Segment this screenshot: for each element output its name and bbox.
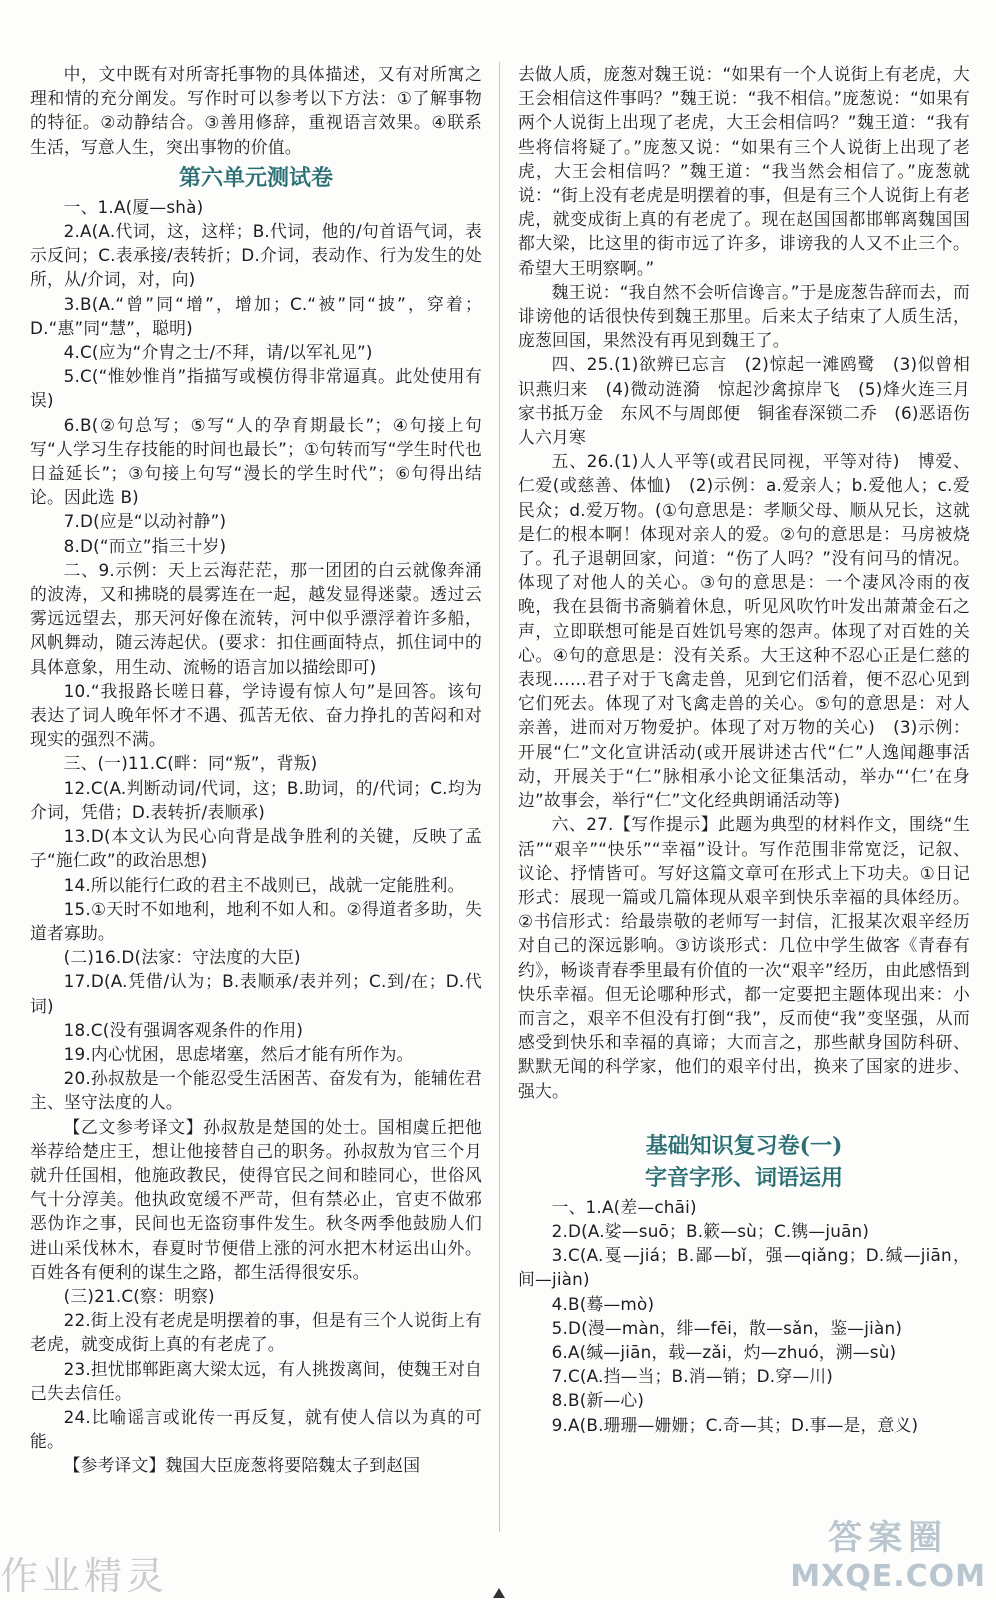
watermark-logo: [790, 1510, 986, 1594]
answer-item: 5.C(“惟妙惟肖”指描写或模仿得非常逼真。此处使用有误): [30, 366, 482, 411]
intro-paragraph: 中，文中既有对所寄托事物的具体描述，又有对所寓之理和情的充分阐发。写作时可以参考以下方法：①了解事物的特征。②动静结合。③善用修辞，重视语言效果。④联系生活，写意人生，突出事物的价值。: [30, 64, 482, 157]
answer-item: 一、1.A(差—chāi): [551, 1196, 697, 1217]
right-column: [518, 62, 987, 1437]
answer-item: 3.B(A.“曾”同“增”，增加；C.“被”同“披”，穿着；D.“惠”同“慧”，聪明): [30, 293, 482, 338]
answer-item: 6.B(②句总写；⑤写“人的孕育期最长”；④句接上句写“人学习生存技能的时间也最长”；①句转而写“学生时代也日益延长”；③句接上句写“漫长的学生时代”；⑥句得出结论。因此选 B): [30, 414, 482, 508]
answer-item: 5.D(漫—màn，绯—fēi，散—sǎn，鉴—jiàn): [551, 1317, 903, 1338]
answer-item: 12.C(A.判断动词/代词，这；B.助词，的/代词；C.均为介词，凭借；D.表转折/表顺承): [30, 777, 482, 822]
answer-item: 魏王说：“我自然不会听信谗言。”于是庞葱告辞而去，而诽谤他的话很快传到魏王那里。后来太子结束了人质生活，庞葱回国，果然没有再见到魏王了。: [518, 281, 970, 351]
answer-item: 去做人质，庞葱对魏王说：“如果有一个人说街上有老虎，大王会相信这件事吗？”魏王说：“我不相信。”庞葱说：“如果有两个人说街上出现了老虎，大王会相信吗？”魏王道：“我有些将信将疑了。”庞葱又说：“如果有三个人说街上出现了老虎，大王会相信吗？”魏王道：“我当然会相信了。”庞葱就说：“街上没有老虎是明摆着的事，但是有三个人说街上有老虎，就变成街上真的有老虎了。现在赵国国都邯郸离魏国国都大梁，比这里的街市远了许多，诽谤我的人又不止三个。希望大王明察啊。”: [518, 64, 970, 278]
column-divider: [499, 62, 500, 1532]
answer-item: 20.孙叔敖是一个能忍受生活困苦、奋发有为，能辅佐君主、坚守法度的人。: [30, 1068, 482, 1113]
answer-item: 8.D(“而立”指三十岁): [63, 535, 227, 556]
answer-item: 三、(一)11.C(畔：同“叛”，背叛): [63, 753, 318, 774]
answer-item: 9.A(B.珊珊—姗姗；C.奇—其；D.事—是，意义): [551, 1414, 919, 1435]
section-title-review: 基础知识复习卷(一): [645, 1132, 843, 1159]
answer-item: 7.C(A.挡—当；B.消—销；D.穿—川): [551, 1366, 834, 1387]
answer-item: 15.①天时不如地利，地利不如人和。②得道者多助，失道者寡助。: [30, 898, 482, 943]
section-title-unit6: 第六单元测试卷: [178, 164, 333, 191]
answer-item: 22.街上没有老虎是明摆着的事，但是有三个人说街上有老虎，就变成街上真的有老虎了。: [30, 1310, 482, 1355]
answer-item: 14.所以能行仁政的君主不战则已，战就一定能胜利。: [63, 874, 465, 895]
answer-item: 【参考译文】魏国大臣庞葱将要陪魏太子到赵国: [63, 1455, 421, 1476]
answer-item: (三)21.C(察：明察): [63, 1285, 215, 1306]
answer-item: 2.D(A.娑—suō；B.簌—sù；C.镌—juān): [551, 1220, 870, 1241]
answer-item: 3.C(A.戛—jiá；B.鄙—bǐ，强—qiǎng；D.缄—jiān，间—jiàn): [518, 1245, 970, 1290]
page-marker-icon: [493, 1588, 505, 1598]
answer-item: 五、26.(1)人人平等(或君民同视，平等对待) 博爱、仁爱(或慈善、体恤) (2)示例：a.爱亲人；b.爱他人；c.爱民众；d.爱万物。(①句意思是：孝顺父母、顺从兄长，这就是仁的根本啊！体现对亲人的爱。②句的意思是：马房被烧了。孔子退朝回家，问道：“伤了人吗？”没有问马的情况。体现了对他人的关心。③句的意思是：一个凄风冷雨的夜晚，我在县衙书斋躺着休息，听见风吹竹叶发出萧萧金石之声，立即联想可能是百姓饥号寒的怨声。体现了对百姓的关心。④句的意思是：没有关系。大王这种不忍心正是仁慈的表现……君子对于飞禽走兽，见到它们活着，便不忍心见到它们死去。体现了对飞禽走兽的关心。⑤句的意思是：对人亲善，进而对万物爱护。体现了对万物的关心) (3)示例：开展“仁”文化宣讲活动(或开展讲述古代“仁”人逸闻趣事活动，开展关于“仁”脉相承小论文征集活动，举办“‘仁’在身边”故事会，举行“仁”文化经典朗诵活动等): [518, 451, 970, 811]
answer-item: 8.B(新—心): [551, 1390, 645, 1411]
answer-item: 23.担忧邯郸距离大梁太远，有人挑拨离间，使魏王对自己失去信任。: [30, 1358, 482, 1403]
answer-item: 4.C(应为“介胄之士/不拜，请/以军礼见”): [63, 342, 373, 363]
watermark-logo-en: MXQE.COM: [790, 1559, 986, 1594]
answer-item: 4.B(蓦—mò): [551, 1293, 655, 1314]
watermark-left: 作业精灵: [0, 1554, 169, 1598]
answer-item: (二)16.D(法家：守法度的大臣): [63, 947, 301, 968]
answer-item: 10.“我报路长嗟日暮，学诗谩有惊人句”是回答。该句表达了词人晚年怀才不遇、孤苦无依、奋力挣扎的苦闷和对现实的强烈不满。: [30, 680, 482, 750]
answer-item: 一、1.A(厦—shà): [63, 196, 204, 217]
section-subtitle-review: 字音字形、词语运用: [644, 1164, 843, 1191]
answer-list-review: [518, 1195, 970, 1437]
left-column: [30, 62, 482, 1478]
watermark-logo-cn: 答案圈: [828, 1518, 949, 1558]
answer-list-right: [518, 62, 987, 1103]
answer-item: 四、25.(1)欲辨已忘言 (2)惊起一滩鸥鹭 (3)似曾相识燕归来 (4)微动涟漪 惊起沙禽掠岸飞 (5)烽火连三月 家书抵万金 东风不与周郎便 铜雀春深锁二乔 (6)恶语伤人六月寒: [518, 354, 987, 448]
answer-item: 二、9.示例：天上云海茫茫，那一团团的白云就像奔涌的波涛，又和拂晓的晨雾连在一起，越发显得迷蒙。透过云雾远远望去，那天河好像在流转，河中似乎漂浮着许多船，风帆舞动，随云涛起伏。(要求：扣住画面特点，抓住词中的具体意象，用生动、流畅的语言加以描绘即可): [30, 559, 482, 677]
answer-list-left: [30, 195, 482, 1478]
answer-item: 13.D(本文认为民心向背是战争胜利的关键，反映了孟子“施仁政”的政治思想): [30, 826, 482, 871]
answer-item: 18.C(没有强调客观条件的作用): [63, 1019, 304, 1040]
answer-item: 19.内心忧困，思虑堵塞，然后才能有所作为。: [63, 1043, 414, 1064]
answer-item: 7.D(应是“以动衬静”): [63, 511, 227, 532]
answer-item: 【乙文参考译文】孙叔敖是楚国的处士。国相虞丘把他举荐给楚庄王，想让他接替自己的职务。孙叔敖为官三个月就升任国相，他施政教民，使得官民之间和睦同心，世俗风气十分淳美。他执政宽缓不严苛，但有禁必止，官吏不做邪恶伪诈之事，民间也无盗窃事件发生。秋冬两季他鼓励人们进山采伐林木，春夏时节便借上涨的河水把木材运出山外。百姓各有便利的谋生之路，都生活得很安乐。: [30, 1116, 482, 1282]
answer-item: 17.D(A.凭借/认为；B.表顺承/表并列；C.到/在；D.代词): [30, 971, 482, 1016]
answer-item: 六、27.【写作提示】此题为典型的材料作文，围绕“生活”“艰辛”“快乐”“幸福”设计。写作范围非常宽泛，记叙、议论、抒情皆可。写好这篇文章可在形式上下功夫。①日记形式：展现一篇或几篇体现从艰辛到快乐幸福的具体经历。②书信形式：给最崇敬的老师写一封信，汇报某次艰辛经历对自己的深远影响。③访谈形式：几位中学生做客《青春有约》，畅谈青春季里最有价值的一次“艰辛”经历，由此感悟到快乐幸福。但无论哪种形式，都一定要把主题体现出来：小而言之，艰辛不但没有打倒“我”，反而使“我”变坚强，从而感受到快乐和幸福的真谛；大而言之，那些献身国防科研、默默无闻的科学家，他们的艰辛付出，换来了国家的进步、强大。: [518, 814, 970, 1101]
answer-item: 24.比喻谣言或讹传一再反复，就有使人信以为真的可能。: [30, 1406, 482, 1452]
answer-item: 2.A(A.代词，这，这样；B.代词，他的/句首语气词，表示反问；C.表承接/表转折；D.介词，表动作、行为发生的处所，从/介词，对，向): [30, 221, 482, 290]
answer-item: 6.A(缄—jiān，载—zǎi，灼—zhuó，溯—sù): [551, 1341, 897, 1362]
